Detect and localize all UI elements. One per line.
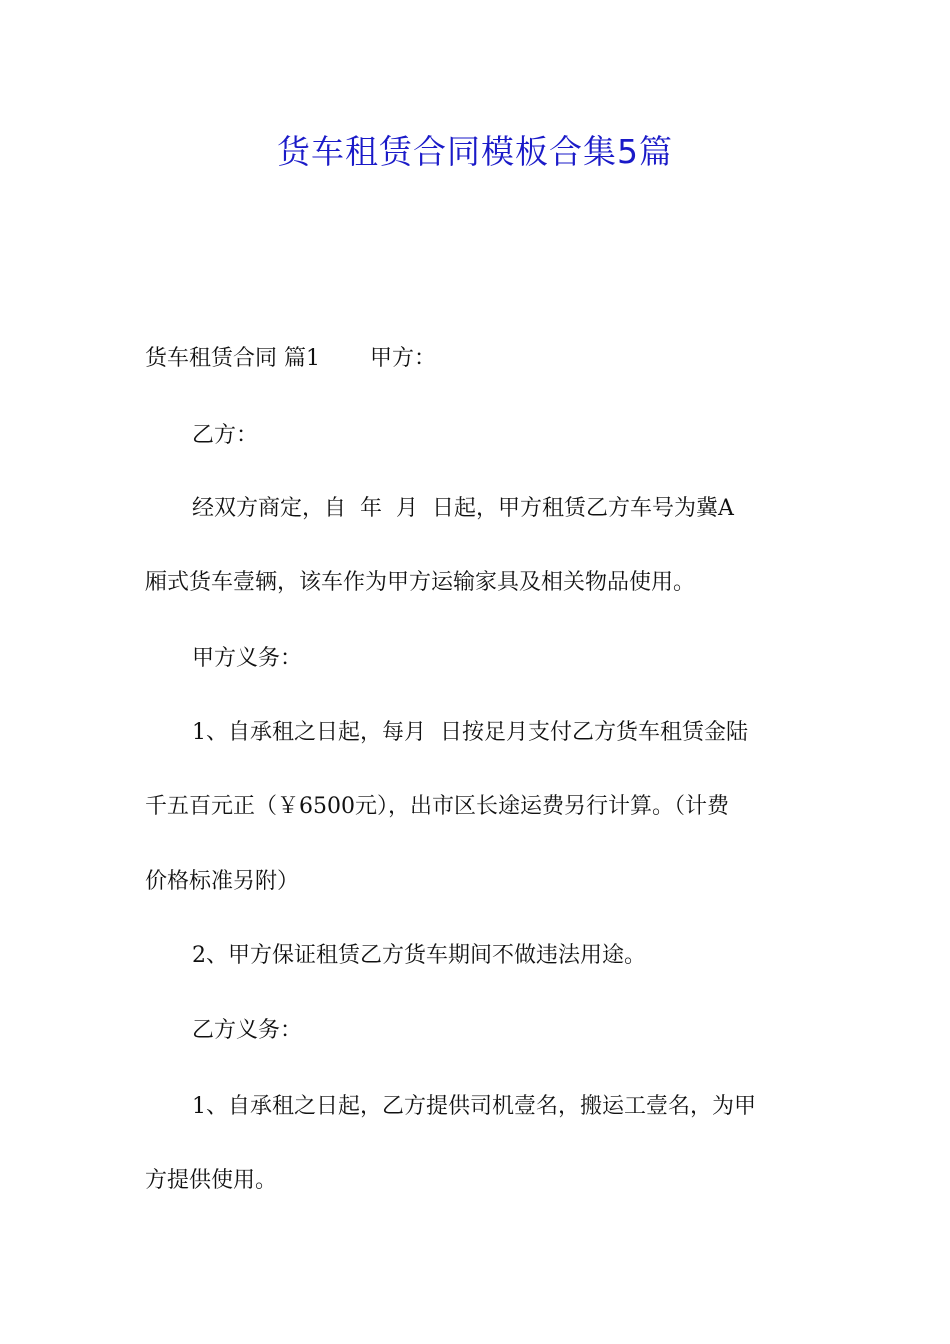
paragraph-line: 经双方商定，自 年 月 日起，甲方租赁乙方车号为冀A bbox=[192, 496, 734, 521]
party-b-label: 乙方： bbox=[192, 423, 259, 448]
document-title: 货车租赁合同模板合集5篇 bbox=[277, 132, 673, 171]
paragraph-line: 方提供使用。 bbox=[145, 1168, 278, 1193]
paragraph-line: 厢式货车壹辆，该车作为甲方运输家具及相关物品使用。 bbox=[145, 570, 696, 595]
party-a-duties-heading: 甲方义务： bbox=[192, 646, 303, 671]
section-heading: 货车租赁合同 篇1 bbox=[145, 346, 320, 371]
paragraph-line: 2、甲方保证租赁乙方货车期间不做违法用途。 bbox=[192, 943, 646, 968]
paragraph-line: 1、自承租之日起，乙方提供司机壹名，搬运工壹名，为甲 bbox=[192, 1094, 756, 1119]
paragraph-line: 1、自承租之日起，每月 日按足月支付乙方货车租赁金陆 bbox=[192, 720, 748, 745]
section-heading-line bbox=[145, 344, 436, 374]
party-b-duties-heading: 乙方义务： bbox=[192, 1018, 303, 1043]
paragraph-line: 价格标准另附） bbox=[145, 869, 300, 894]
paragraph-line: 千五百元正（￥6500元），出市区长途运费另行计算。（计费 bbox=[145, 794, 729, 819]
party-a-label: 甲方： bbox=[370, 346, 437, 371]
